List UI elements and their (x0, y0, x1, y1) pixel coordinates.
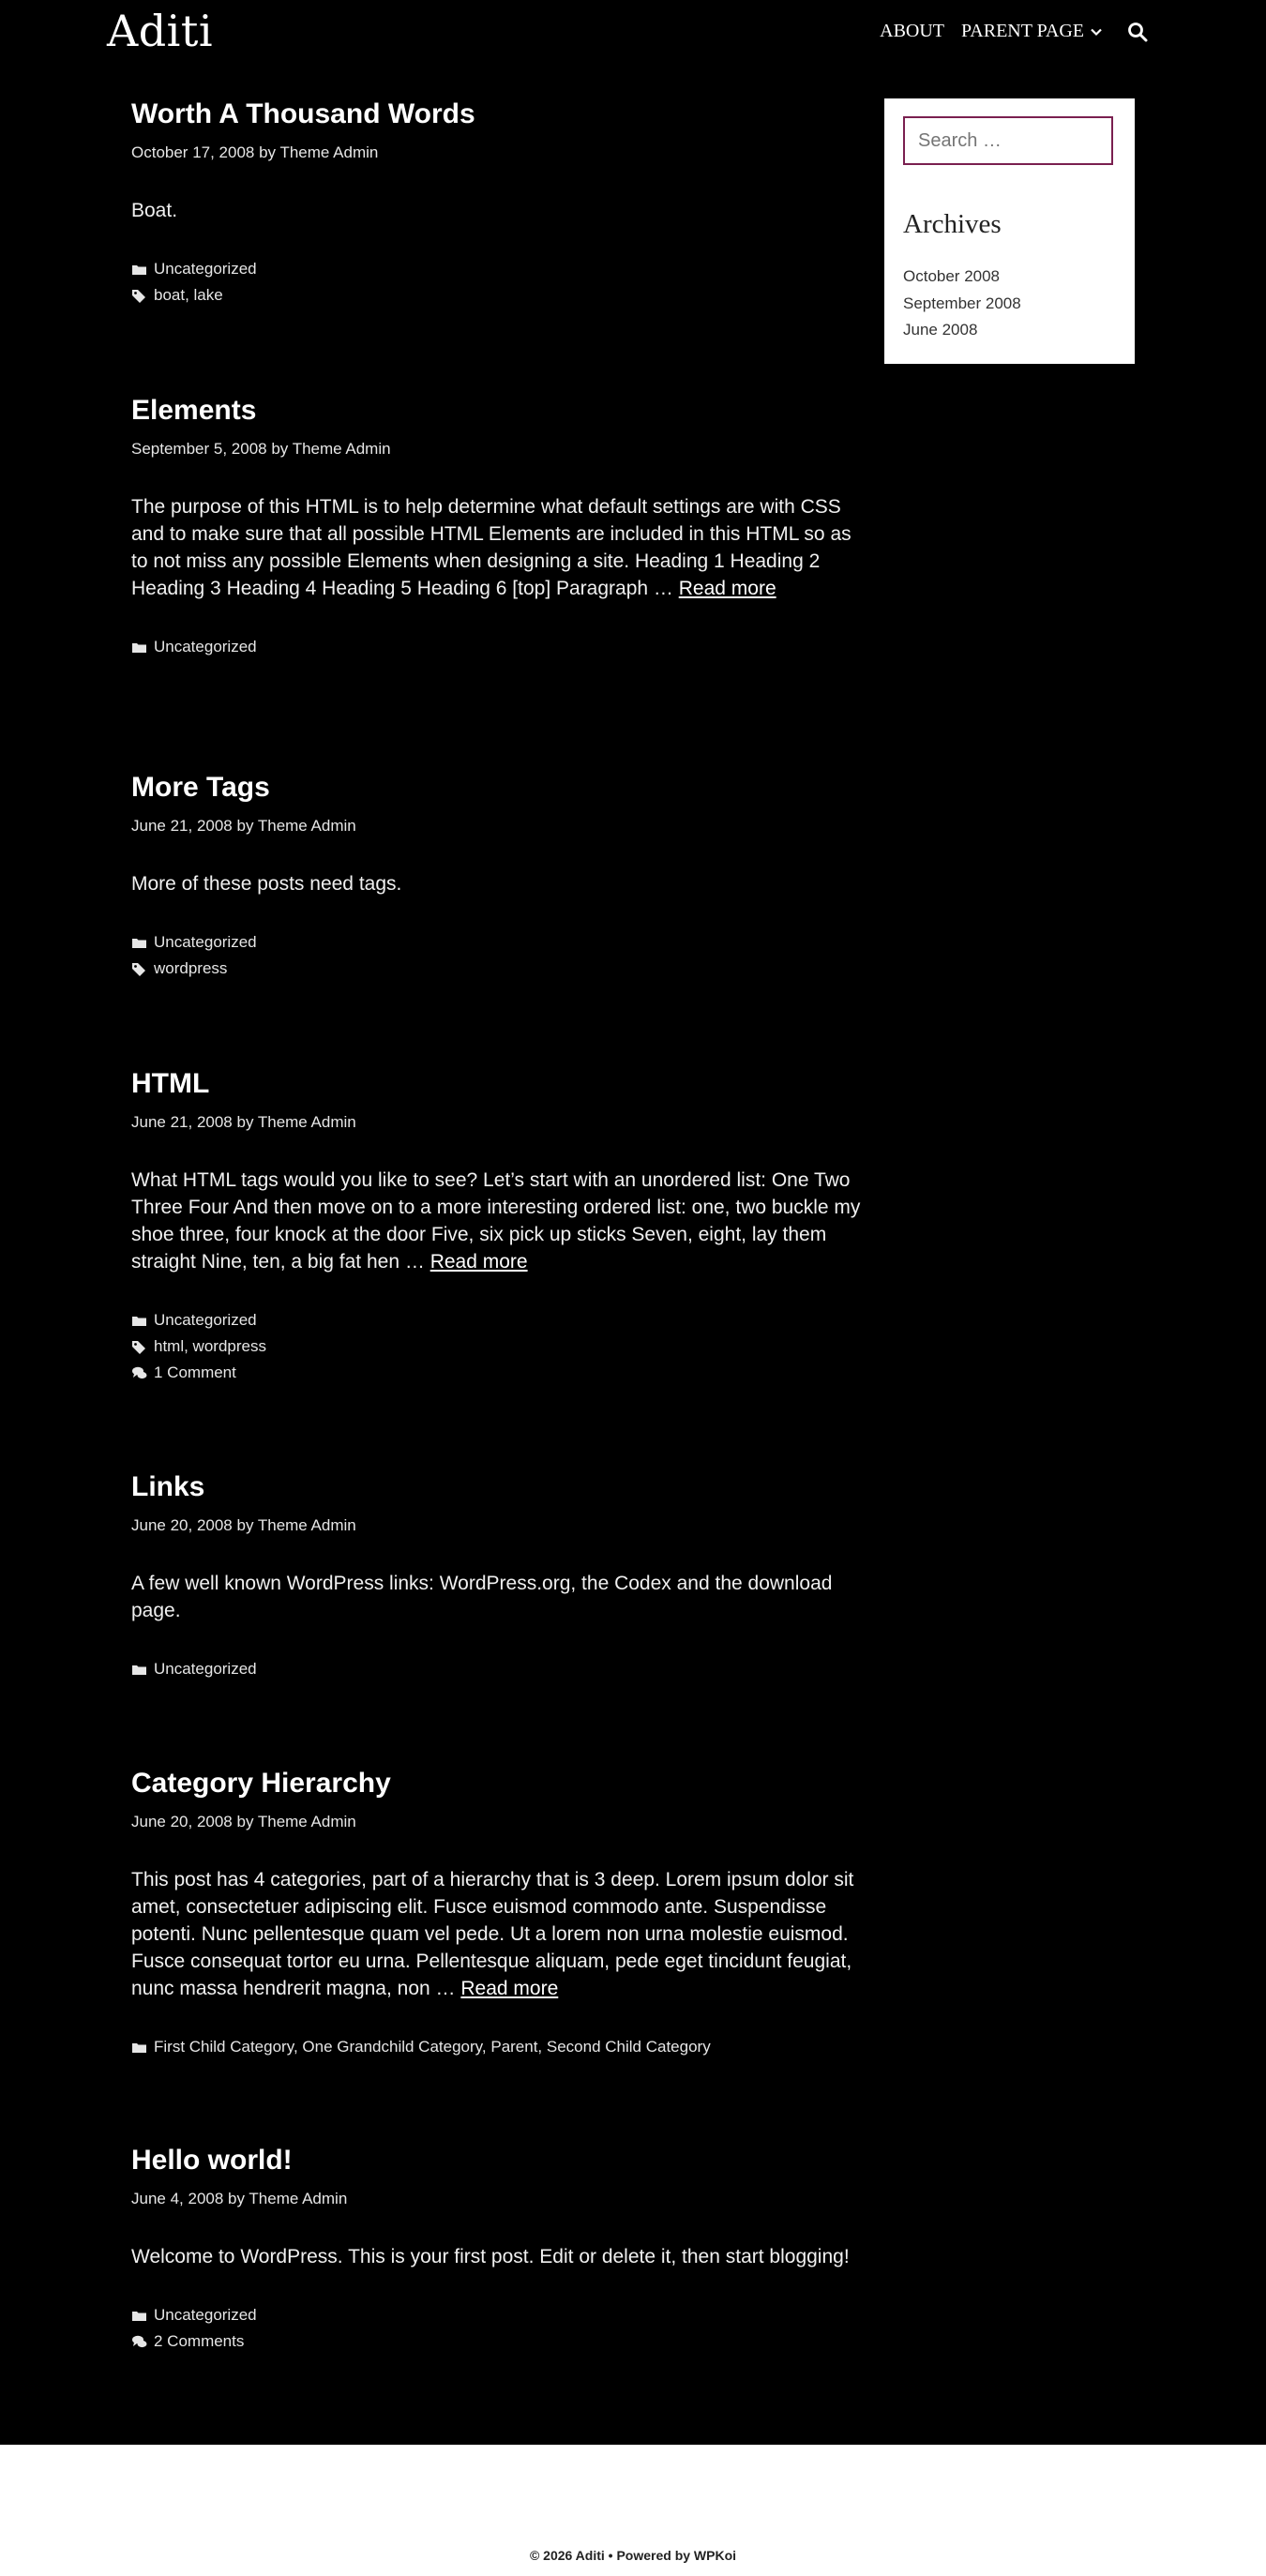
post-comments-text[interactable]: 1 Comment (154, 1363, 236, 1381)
post-meta: September 5, 2008 by Theme Admin (131, 440, 391, 458)
post-meta: June 20, 2008 by Theme Admin (131, 1516, 356, 1534)
post-excerpt (131, 1866, 863, 2002)
nav-item-parent-page-label: PARENT PAGE (961, 21, 1084, 41)
tags-icon (131, 1339, 147, 1355)
post (131, 1068, 863, 1386)
post-footer-meta (131, 1656, 863, 1682)
post-excerpt (131, 2243, 863, 2270)
site-footer (0, 2445, 1266, 2576)
post-categories-text[interactable]: Uncategorized (154, 2306, 257, 2324)
post-excerpt-text: What HTML tags would you like to see? Let’s start with an unordered list: One Two Three Four And then move on to a more interesting ordered list: one, two buckle my shoe three, four knock at the door Five, six pick up sticks Seven, eight, lay them straight Nine, ten, a big fat hen … (131, 1169, 861, 1273)
post-tags (131, 1333, 863, 1360)
sidebar-widget (884, 98, 1135, 364)
post-title[interactable]: Hello world! (131, 2145, 293, 2176)
post-excerpt (131, 1570, 863, 1624)
post-categories (131, 1307, 863, 1333)
post-excerpt (131, 870, 863, 897)
post-title[interactable]: HTML (131, 1068, 210, 1099)
post (131, 772, 863, 982)
post-excerpt-text: The purpose of this HTML is to help determine what default settings are with CSS and to make sure that all possible HTML Elements are included in this HTML so as to not miss any possible Elements when designing a site. Heading 1 Heading 2 Heading 3 Heading 4 Heading 5 Heading 6 [top] Paragraph … (131, 496, 852, 599)
folder-icon (131, 1662, 147, 1678)
post-categories-text[interactable]: Uncategorized (154, 1660, 257, 1678)
folder-icon (131, 935, 147, 951)
post (131, 1471, 863, 1682)
comments-icon (131, 1365, 147, 1381)
post-comments-text[interactable]: 2 Comments (154, 2332, 245, 2350)
post-title[interactable]: Elements (131, 395, 257, 426)
folder-icon (131, 1313, 147, 1329)
post-categories (131, 256, 863, 282)
folder-icon (131, 640, 147, 655)
post-title[interactable]: Worth A Thousand Words (131, 98, 475, 129)
post-tags-text[interactable]: html, wordpress (154, 1337, 266, 1355)
post-meta: June 20, 2008 by Theme Admin (131, 1813, 356, 1830)
post-excerpt (131, 493, 863, 602)
post-excerpt (131, 1167, 863, 1275)
main-nav (880, 21, 1148, 42)
post (131, 395, 863, 660)
post-categories (131, 2302, 863, 2328)
post-categories-text[interactable]: First Child Category, One Grandchild Category, Parent, Second Child Category (154, 2038, 711, 2056)
post-categories-text[interactable]: Uncategorized (154, 638, 257, 655)
comments-icon (131, 2334, 147, 2350)
post-excerpt (131, 197, 863, 224)
folder-icon (131, 2040, 147, 2056)
post-tags (131, 956, 863, 982)
archives-list (903, 264, 1021, 344)
site-header (0, 0, 1266, 75)
post-title[interactable]: Category Hierarchy (131, 1768, 391, 1799)
post-comments (131, 2328, 863, 2355)
post-footer-meta (131, 256, 863, 309)
post-footer-meta (131, 2034, 863, 2060)
archive-link[interactable]: September 2008 (903, 294, 1021, 312)
post-meta: June 4, 2008 by Theme Admin (131, 2190, 348, 2207)
post-comments (131, 1360, 863, 1386)
post-title[interactable]: More Tags (131, 772, 270, 803)
post-categories (131, 2034, 863, 2060)
post-categories (131, 1656, 863, 1682)
nav-item-about[interactable]: ABOUT (880, 21, 945, 41)
copyright-text: © 2026 Aditi • Powered by WPKoi (529, 2548, 737, 2563)
tags-icon (131, 288, 147, 304)
post-title[interactable]: Links (131, 1471, 205, 1502)
read-more-link[interactable]: Read more (430, 1251, 528, 1273)
archive-link[interactable]: October 2008 (903, 267, 1001, 285)
post-tags-text[interactable]: boat, lake (154, 286, 223, 304)
site-logo[interactable]: Aditi (107, 6, 214, 56)
post-excerpt-text: This post has 4 categories, part of a hierarchy that is 3 deep. Lorem ipsum dolor sit amet, consectetuer adipiscing elit. Fusce euismod commodo ante. Suspendisse potenti. Nunc pellentesque quam vel pede. Ut a lorem non urna molestie euismod. Fusce consequat tortor eu urna. Pellentesque aliquam, pede eget tincidunt feugiat, nunc massa hendrerit magna, non … (131, 1869, 854, 1999)
folder-icon (131, 2308, 147, 2324)
nav-item-parent-page[interactable] (961, 21, 1103, 42)
post-tags-text[interactable]: wordpress (154, 959, 228, 977)
post-footer-meta (131, 1307, 863, 1386)
chevron-down-icon (1090, 25, 1103, 38)
search-icon[interactable] (1127, 22, 1148, 42)
post-categories-text[interactable]: Uncategorized (154, 933, 257, 951)
post-categories (131, 634, 863, 660)
folder-icon (131, 262, 147, 278)
post-footer-meta (131, 2302, 863, 2355)
search-input[interactable] (903, 116, 1113, 165)
post-excerpt-text: Welcome to WordPress. This is your first post. Edit or delete it, then start blogging! (131, 2246, 850, 2267)
post-excerpt-text: A few well known WordPress links: WordPress.org, the Codex and the download page. (131, 1573, 833, 1621)
post-categories (131, 929, 863, 956)
post-footer-meta (131, 634, 863, 660)
post-tags (131, 282, 863, 309)
post-categories-text[interactable]: Uncategorized (154, 1311, 257, 1329)
tags-icon (131, 961, 147, 977)
post-footer-meta (131, 929, 863, 982)
read-more-link[interactable]: Read more (460, 1978, 559, 1999)
post-meta: June 21, 2008 by Theme Admin (131, 817, 356, 835)
post (131, 1768, 863, 2060)
read-more-link[interactable]: Read more (678, 578, 776, 599)
post (131, 98, 863, 309)
post-meta: June 21, 2008 by Theme Admin (131, 1113, 356, 1131)
post-meta: October 17, 2008 by Theme Admin (131, 143, 379, 161)
post-excerpt-text: More of these posts need tags. (131, 873, 402, 895)
post-excerpt-text: Boat. (131, 200, 178, 221)
archive-link[interactable]: June 2008 (903, 321, 978, 339)
archives-title: Archives (903, 209, 1002, 239)
post (131, 2145, 863, 2355)
post-categories-text[interactable]: Uncategorized (154, 260, 257, 278)
